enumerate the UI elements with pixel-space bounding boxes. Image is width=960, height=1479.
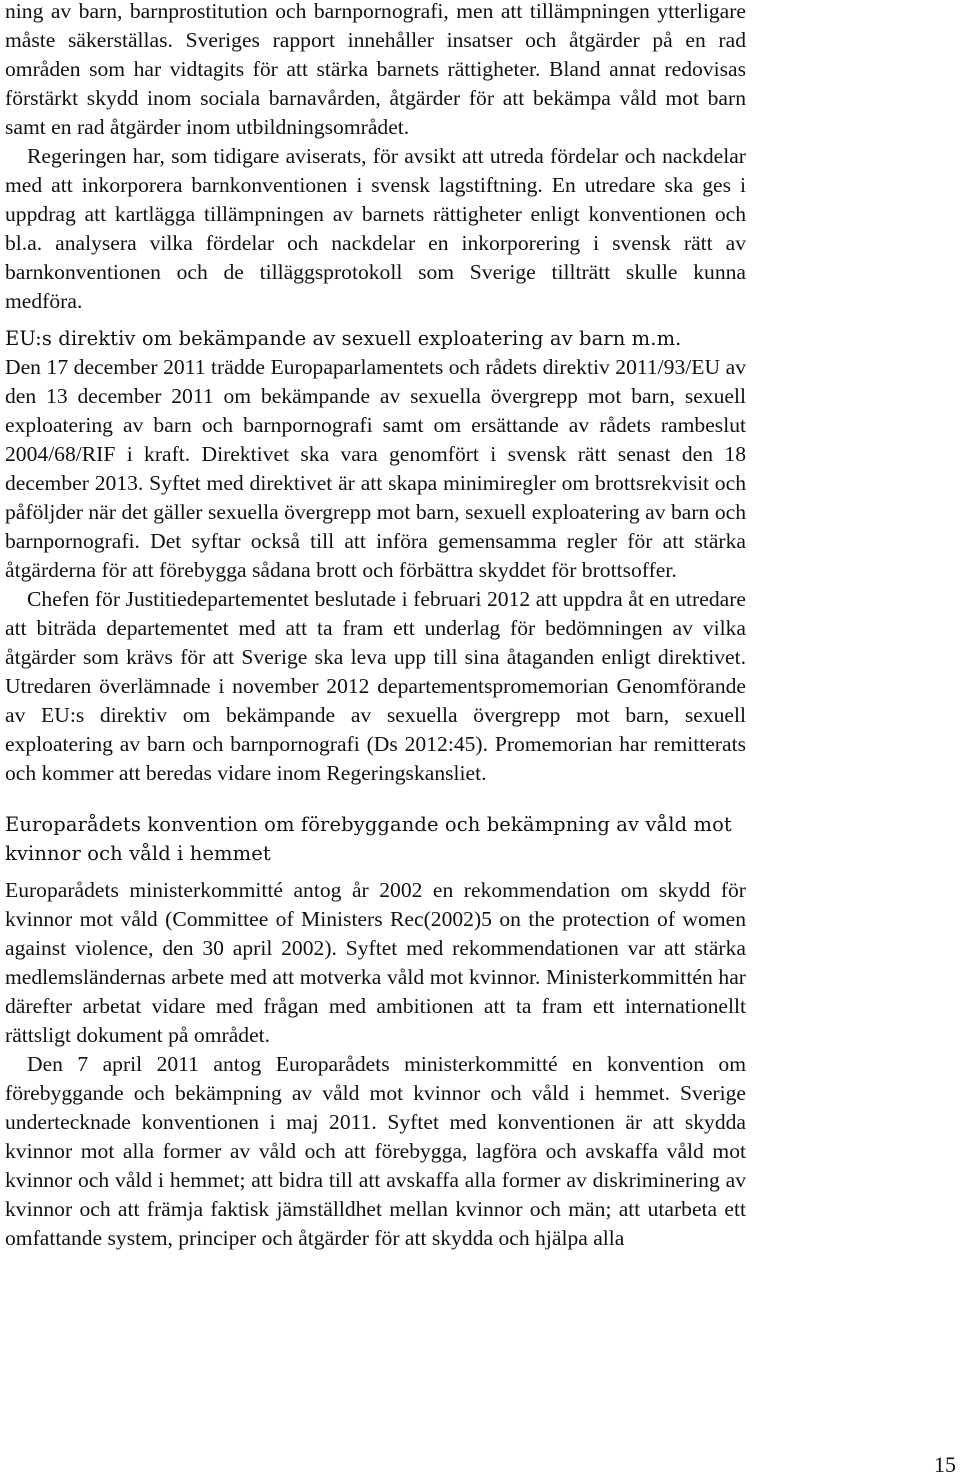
section-eu-directive xyxy=(5,353,746,788)
text-column xyxy=(5,0,746,1253)
section-heading-eu-directive: EU:s direktiv om bekämpande av sexuell exploatering av barn m.m. xyxy=(5,327,682,350)
page-number: 15 xyxy=(934,1452,956,1477)
paragraph: Chefen för Justitiedepartementet beslutade i februari 2012 att uppdra åt en utredare att biträda departementet med att ta fram ett underlag för bedömningen av vilka åtgärder som krävs för att Sverige ska leva upp till sina åtaganden enligt direktivet. Utredaren överlämnade i november 2012 departementspromemorian Genomförande av EU:s direktiv om bekämpande av sexuella övergrepp mot barn, sexuell exploatering av barn och barnpornografi (Ds 2012:45). Promemorian har remitterats och kommer att beredas vidare inom Regeringskansliet. xyxy=(5,587,746,785)
paragraph: Den 7 april 2011 antog Europarådets ministerkommitté en konvention om förebyggande och bekämpning av våld mot kvinnor och våld i hemmet. Sverige undertecknade konventionen i maj 2011. Syftet med konventionen är att skydda kvinnor mot alla former av våld och att förebygga, lagföra och avskaffa våld mot kvinnor och våld i hemmet; att bidra till att avskaffa alla former av diskriminering av kvinnor och att främja faktisk jämställdhet mellan kvinnor och män; att utarbeta ett omfattande system, principer och åtgärder för att skydda och hjälpa alla xyxy=(5,1052,746,1250)
paragraph: ning av barn, barnprostitution och barnpornografi, men att tillämpningen ytterligare måste säkerställas. Sveriges rapport innehåller insatser och åtgärder på en rad områden som har vidtagits för att stärka barnets rättigheter. Bland annat redovisas förstärkt skydd inom sociala barnavården, åtgärder för att bekämpa våld mot barn samt en rad åtgärder inom utbildningsområdet. xyxy=(5,0,746,139)
section-heading-council-of-europe-convention: Europarådets konvention om förebyggande och bekämpning av våld mot kvinnor och våld i hemmet xyxy=(5,813,732,865)
section-child-rights xyxy=(5,0,746,316)
paragraph: Europarådets ministerkommitté antog år 2002 en rekommendation om skydd för kvinnor mot våld (Committee of Ministers Rec(2002)5 on the protection of women against violence, den 30 april 2002). Syftet med rekommendationen var att stärka medlemsländernas arbete med att motverka våld mot kvinnor. Ministerkommittén har därefter arbetat vidare med frågan med ambitionen att ta fram ett internationellt rättsligt dokument på området. xyxy=(5,878,746,1047)
paragraph: Regeringen har, som tidigare aviserats, för avsikt att utreda fördelar och nackdelar med att inkorporera barnkonventionen i svensk lagstiftning. En utredare ska ges i uppdrag att kartlägga tillämpningen av barnets rättigheter enligt konventionen och bl.a. analysera vilka fördelar och nackdelar en inkorporering i svensk rätt av barnkonventionen och de tilläggsprotokoll som Sverige tillträtt skulle kunna medföra. xyxy=(5,144,746,313)
section-council-of-europe-convention xyxy=(5,876,746,1253)
paragraph: Den 17 december 2011 trädde Europaparlamentets och rådets direktiv 2011/93/EU av den 13 december 2011 om bekämpande av sexuella övergrepp mot barn, sexuell exploatering av barn och barnpornografi samt om ersättande av rådets rambeslut 2004/68/RIF i kraft. Direktivet ska vara genomfört i svensk rätt senast den 18 december 2013. Syftet med direktivet är att skapa minimiregler om brottsrekvisit och påföljder när det gäller sexuella övergrepp mot barn, sexuell exploatering av barn och barnpornografi. Det syftar också till att införa gemensamma regler för att stärka åtgärderna för att förebygga sådana brott och förbättra skyddet för brottsoffer. xyxy=(5,355,746,582)
